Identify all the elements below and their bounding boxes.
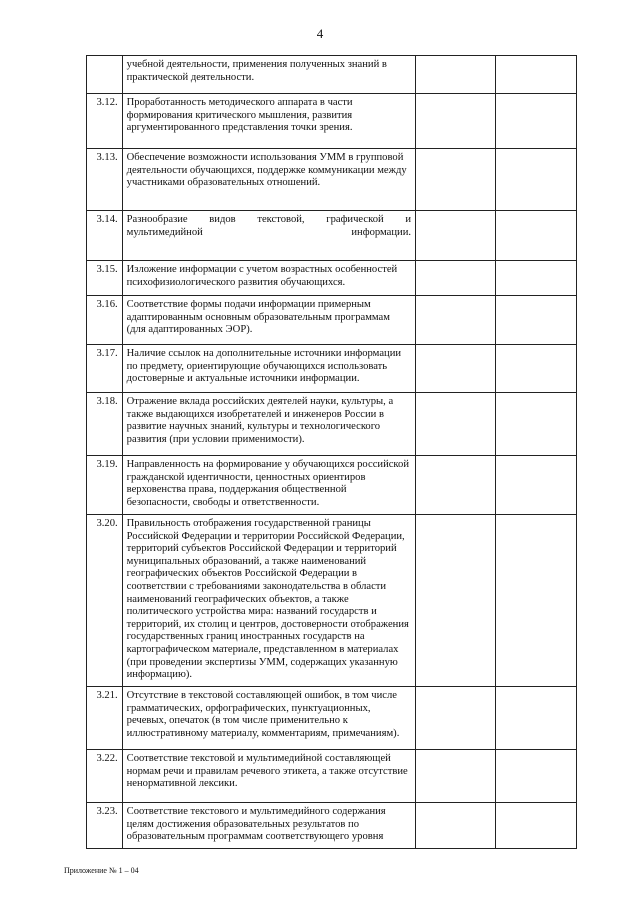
score-cell (416, 803, 496, 849)
row-number: 3.17. (87, 345, 123, 393)
row-text: Направленность на формирование у обучающихся российской гражданской идентичности, ценностных ориентиров верховенства права, поддержания общественной безопасности, свободы и ответственности. (122, 456, 415, 515)
score-cell (416, 56, 496, 94)
row-number: 3.12. (87, 94, 123, 149)
table-row (87, 261, 577, 296)
row-text: Отсутствие в текстовой составляющей ошибок, в том числе грамматических, орфографических, пунктуационных, речевых, опечаток (в том числе применительно к иллюстративному материалу, комментариям, примечаниям). (122, 687, 415, 750)
row-number: 3.20. (87, 515, 123, 687)
score-cell (416, 393, 496, 456)
score-cell (416, 296, 496, 345)
comment-cell (496, 296, 577, 345)
table-row (87, 750, 577, 803)
row-number: 3.15. (87, 261, 123, 296)
row-number: 3.13. (87, 149, 123, 211)
row-text: Соответствие текстовой и мультимедийной составляющей нормам речи и правилам речевого этикета, а также отсутствие ненормативной лексики. (122, 750, 415, 803)
table-row (87, 803, 577, 849)
page-number: 4 (316, 26, 324, 41)
table-row (87, 56, 577, 94)
score-cell (416, 515, 496, 687)
row-text: Соответствие текстового и мультимедийного содержания целям достижения образовательных результатов по образовательным программам соответствующего уровня (122, 803, 415, 849)
row-text: Разнообразие видов текстовой, графической и мультимедийной информации. (122, 211, 415, 261)
table-row (87, 393, 577, 456)
table-row (87, 515, 577, 687)
comment-cell (496, 393, 577, 456)
comment-cell (496, 94, 577, 149)
row-text: Проработанность методического аппарата в части формирования критического мышления, развития аргументированного представления точки зрения. (122, 94, 415, 149)
row-number: 3.21. (87, 687, 123, 750)
row-text: Отражение вклада российских деятелей науки, культуры, а также выдающихся изобретателей и инженеров России в развитие научных знаний, культуры и технологического развития (при условии применимости). (122, 393, 415, 456)
score-cell (416, 345, 496, 393)
table-row (87, 149, 577, 211)
row-text: учебной деятельности, применения полученных знаний в практической деятельности. (122, 56, 415, 94)
score-cell (416, 456, 496, 515)
table-row (87, 94, 577, 149)
row-text: Наличие ссылок на дополнительные источники информации по предмету, ориентирующие обучающихся использовать достоверные и актуальные источники информации. (122, 345, 415, 393)
row-text: Соответствие формы подачи информации примерным адаптированным основным образовательным программам (для адаптированных ЭОР). (122, 296, 415, 345)
table-row (87, 296, 577, 345)
row-text: Изложение информации с учетом возрастных особенностей психофизиологического развития обучающихся. (122, 261, 415, 296)
score-cell (416, 687, 496, 750)
comment-cell (496, 345, 577, 393)
comment-cell (496, 515, 577, 687)
row-number: 3.14. (87, 211, 123, 261)
comment-cell (496, 211, 577, 261)
table-row (87, 456, 577, 515)
comment-cell (496, 750, 577, 803)
row-text: Обеспечение возможности использования УММ в групповой деятельности обучающихся, поддержке коммуникации между участниками образовательных отношений. (122, 149, 415, 211)
row-number: 3.18. (87, 393, 123, 456)
comment-cell (496, 149, 577, 211)
row-number: 3.23. (87, 803, 123, 849)
score-cell (416, 211, 496, 261)
comment-cell (496, 261, 577, 296)
row-number: 3.22. (87, 750, 123, 803)
comment-cell (496, 803, 577, 849)
row-number: 3.19. (87, 456, 123, 515)
score-cell (416, 261, 496, 296)
row-text: Правильность отображения государственной границы Российской Федерации и территории Российской Федерации, территорий субъектов Российской Федерации и территорий муниципальных образований, а также наименований географических объектов Российской Федерации в соответствии с требованиями законодательства в области наименований географических объектов, а также политического устройства мира: названий государств и территорий, их столиц и центров, достоверности отображения государственных границ иностранных государств на картографическом материале, представленном в материалах (при проведении экспертизы УММ, содержащих указанную информацию). (122, 515, 415, 687)
comment-cell (496, 56, 577, 94)
score-cell (416, 94, 496, 149)
comment-cell (496, 687, 577, 750)
table-row (87, 687, 577, 750)
comment-cell (496, 456, 577, 515)
row-number (87, 56, 123, 94)
score-cell (416, 149, 496, 211)
row-number: 3.16. (87, 296, 123, 345)
table-row (87, 345, 577, 393)
score-cell (416, 750, 496, 803)
footer-note: Приложение № 1 – 04 (64, 866, 139, 875)
criteria-table (86, 55, 577, 849)
table-row (87, 211, 577, 261)
